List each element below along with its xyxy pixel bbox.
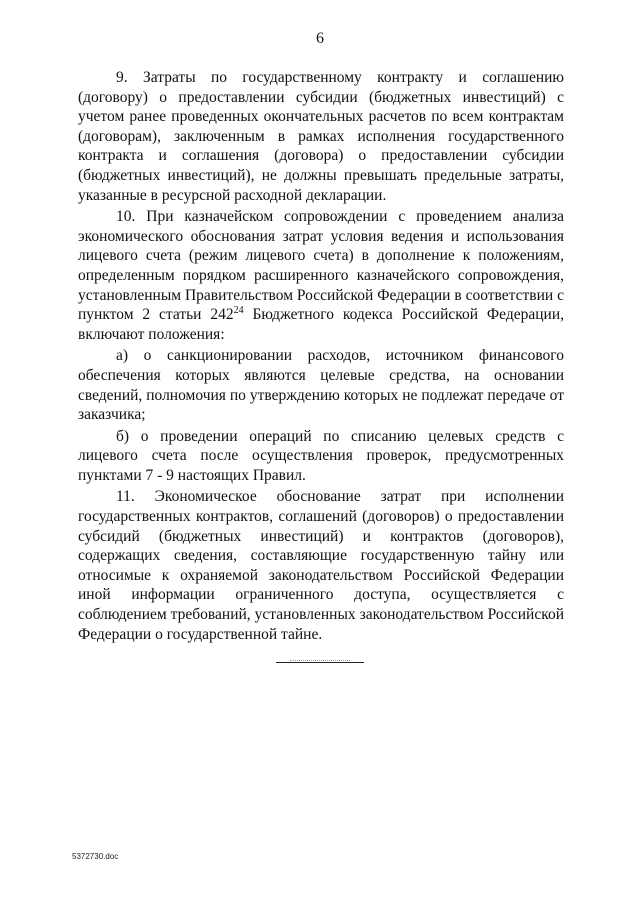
paragraph-10-b: б) о проведении операций по списанию целевых средств с лицевого счета после осуществления проверок, предусмотренных пунктами 7 - 9 настоящих Правил. [78, 427, 564, 484]
document-body [78, 68, 564, 644]
paragraph-10-text-end: Бюджетного кодекса Российской Федерации, включают положения: [78, 306, 565, 343]
paragraph-9: 9. Затраты по государственному контракту и соглашению (договору) о предоставлении субсидии (бюджетных инвестиций) с учетом ранее проведенных окончательных расчетов по всем контрактам (договорам), заключенным в рамках исполнения государственного контракта и соглашения (договора) о предоставлении субсидии (бюджетных инвестиций), не должны превышать предельные затраты, указанные в ресурсной расходной декларации. [78, 69, 564, 204]
end-of-document-rule [276, 662, 364, 663]
article-superscript: 24 [233, 304, 244, 316]
paragraph-10-a: а) о санкционировании расходов, источником финансового обеспечения которых являются целевые средства, на основании сведений, полномочия по утверждению которых не подлежат передаче от заказчика; [78, 347, 564, 424]
paragraph-11: 11. Экономическое обоснование затрат при исполнении государственных контрактов, соглашений (договоров) о предоставлении субсидий (бюджетных инвестиций) и контрактов (договоров), содержащих сведения, составляющие государственную тайну или относимые к охраняемой законодательством Российской Федерации иной информации ограниченного доступа, осуществляется с соблюдением требований, установленных законодательством Российской Федерации о государственной тайне. [78, 488, 564, 643]
document-file-code: 5372730.doc [72, 852, 119, 861]
paragraph-10 [78, 207, 564, 344]
page-number: 6 [316, 30, 324, 47]
end-rule-shadow [290, 660, 350, 661]
paragraph-10-text: 10. При казначейском сопровождении с проведением анализа экономического обоснования затрат условия ведения и использования лицевого счета (режим лицевого счета) в дополнение к положениям, определенным порядком расширенного казначейского сопровождения, установленным Правительством Российской Федерации в соответствии с пунктом 2 статьи 242 [78, 208, 564, 324]
